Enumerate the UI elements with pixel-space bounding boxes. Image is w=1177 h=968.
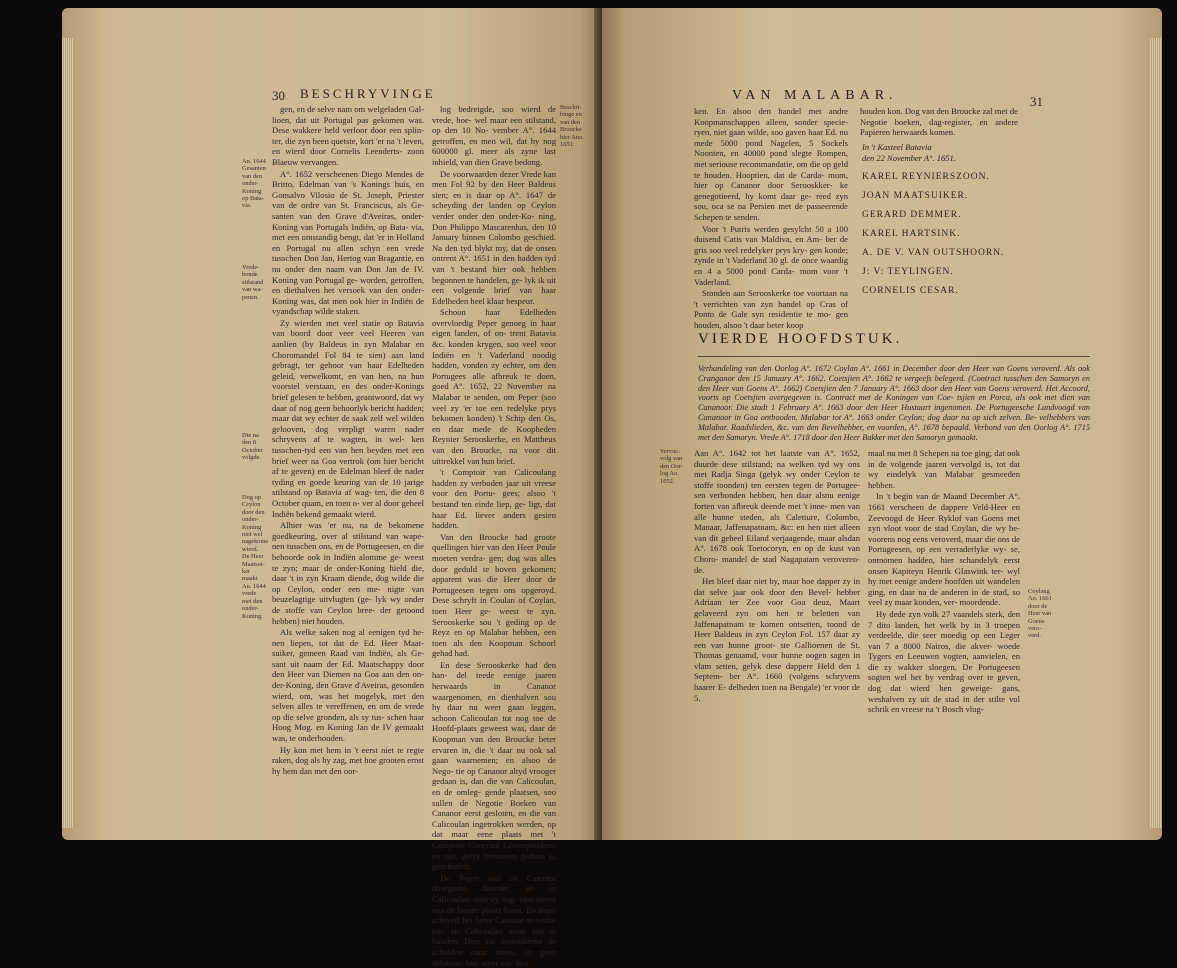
signatory: A. DE V. VAN OUTSHOORN. [862, 248, 1005, 258]
text-column-right-1 [694, 448, 860, 804]
paragraph: Hy kon met hem in 't eerst niet te regte raken, dog als hy zag, met hoe grooten ernst hy hem dan met den oor- [272, 744, 424, 776]
paragraph: A°. 1652 verscheenen Diego Mendes de Britto, Edelman van 's Konings huis, en Gonsalvo Vilosio de St. Joseph, Priester van de ordre van St. Franciscus, als Ge- santen van den Grave d'Aveiras, onder- Koning van Portugals Indiën, op Bata- via, met een omstandig bengt, dat 'er in Holland en Portugal nu allen schyn een vrede tusschen Don Jan, Hertog van Bragantie, en nu onder den naam van Don Jan de IV. Koning van Portugal ge- worden, getroffen, en diethalven het versoek van den onder-Koning was, dat men ook hier in Indiën de vyandschap wilde staken. [272, 168, 424, 317]
signatory: CORNELIS CESAR. [862, 286, 959, 296]
text-column-right-2 [868, 448, 1020, 828]
paragraph: Het bleef daar niet by, maar hoe dapper zy in dat selve jaar ook door den Bevel- hebber Adriaan ter Zee voor Goa deuz, Maart gelaveerd zyn om hen te beletten van Jaffenapatnam te komen ontsetten, toond de Heer Baldeus in zyn Ceylon Fol. 157 daar zy een van hunne groot- ste Gallioenen de St. Thomas genaamd, voor hunne oogen sagen in vlam setten, gelyk dese dappere Held den 1 Septem- ber A°. 1660 (volgens schryvens haarer E- delheden toen na Bengale) 'er voor de 5. [694, 576, 860, 703]
margin-note-left-2: Vrede- bonde stilstand van wa- penen. [242, 264, 264, 301]
text-column-right-top-1 [694, 106, 848, 330]
signatory: J: V: TEYLINGEN. [862, 267, 954, 277]
paragraph: Schoon haar Edelheden overvloedig Peper genoeg in haar eigen landen, of on- trent Batavia &c. konden krygen, soo veel voor Indiën en 't Vaderland noodig hadden, vonden zy echter, om den Portugees alle afbreuk te doen, goed A°. 1652, 22 November na Malabar te senden, om Peper (soo veel zy 'er toe een redelyke prys bekomen konden) 't Schip den Os, en daar mede de Koopheden Reynier Serooskerke, en Mattheus van den Broucke, na voor dit uittrekkel van hun brief. [432, 307, 556, 466]
text-column-left-2 [432, 104, 556, 968]
paragraph: Van den Broucke had groote quellingen hier van den Heer Poule moeten verdra- gen; dog was alles door geduld te boven gekomen; apparent was die Heer door de Portugeesen tegen ons opgeroyd. Dese schryft in Coulan of Coylan, toen Heer ge- weest te zyn. Serooskerke sou 't geding op de Reyz en op Malabar hebben, een toen als den Koopman Schoorl gehad had. [432, 531, 556, 659]
signatory: GERARD DEMMER. [862, 210, 962, 220]
paragraph: Stonden aan Serooskerke toe voortaan na 't verrichten van zyn handel op Cras of Ponto de Gale syn residentie te mo- gen houden, alsoo 't daar beter koop [694, 288, 848, 330]
paragraph: gen, en de selve nam om welgeladen Gal- lioen, dat uit Portugal pas gekomen was. Dese wakkere held verloor door een splin- ter, die zyn been quetste, kort 'er na 't leven, en wierd door Cornelis Leenderts- zoon Blaeuw vervangen. [272, 104, 424, 167]
paragraph: 't Comptoir van Calicoulang hadden zy verboden jaar uit vreese voor den Portu- gees; alsoo 't bestand ten einde liep, ge- ligt, dat haar Ed. liever anders gesien hadden. [432, 467, 556, 531]
paragraph: In 't begin van de Maand December A°. 1661 verscheen de dappere Veld-Heer en Zeevoogd de Heer Ryklof van Goens met zyn vloot voor de stad Coylan, die wy be- voorens nog eens veroverd, maar die ons de Portugeesen, op een verraderlyke wy- se, ontnomen hadden, hier schandelyk eerst onsen Kapiteyn Henrik Glaswink ter- wyl hy met eenige andere hoofden uit wandelen ging, en daar na de anderen in de stad, so veel zy maar konden, ver- moordende. [868, 491, 1020, 608]
paragraph: log bedreigde, soo wierd de vrede, hoe- wel maar een stilstand, op den 10 No- vember A°. 1644 getroffen, en men wil, dat hy nog 600000 gl. meer als zyne last inhield, van dien Grave bedong. [432, 104, 556, 167]
margin-note-left-outer: Beschri- binge en van den Broucke hier Ano. 1651. [560, 104, 584, 149]
page-number-right: 31 [1030, 94, 1043, 109]
text-column-right-top-2 [860, 106, 1018, 140]
chapter-summary [698, 364, 1090, 442]
text-column-left-1 [272, 104, 424, 804]
left-page [62, 8, 602, 968]
right-page [602, 8, 1162, 840]
page-number-left: 30 [272, 88, 285, 103]
paragraph: De voorwaarden dezer Vrede kan men Fol 92 by den Heer Baldeus sien; en is daar op A°. 1647 de scheyding der landen op Ceylon verder onder den onder-Ko- ning, Don Philippo Mascarenhas, den 10 January binnen Colombo geschied. Na den tyd blykt my, dat de onsen ontrent A°. 1651 in den hadden tyd van 't bestand hier ook hebben begonnen te handelen, ge- lyk ik uit een volgende brief van haar Edelheden heel klaar bespeur. [432, 168, 556, 306]
paragraph: Hy dede zyn volk 27 vaandels sterk, den 7 dito landen, het welk by in 3 troepen verdeelde, die seer moedig op een Leger van 7 a 8000 Nairos, die akver- woede Tygers en Leeuwen vogten, aanvielen, en die zy wakker sloegen. De Portugeesen sogten wel het by verdrag over te geven, dog dat wierd hen geweige- gans, weshalven zy uit de stad in der stilte vol schrik en vreese na 't Bosch vlug- [868, 608, 1020, 715]
signatory: KAREL HARTSINK. [862, 229, 961, 239]
signatory: KAREL REYNIERSZOON. [862, 172, 990, 182]
paragraph: Alhier was 'er nu, na de bekomene goedkeuring, over al stilstand van wape- nen tusschen ons, en de Portugeesen, en die behoorde ook in Indiën alomme ge- weest te zyn; maar de onder-Koning hield die, daar 't in zyn Kraam diende, dog wilde die op Ceylon, onder een me- nigte van beuzelagtige uitvlugten (ge- lyk wy onder de stoffe van Ceylon bree- der getoond hebben) niet houden. [272, 520, 424, 626]
open-book [62, 8, 1162, 968]
letter-date: den 22 November A°. 1651. [862, 153, 956, 163]
margin-note-right-outer: Coylang Ao. 1661 door de Heer van Goens vero- verd. [1028, 588, 1052, 640]
margin-note-left-1: An. 1644 Gesanten van den onder- Koning op Bata- via. [242, 158, 266, 210]
paragraph: De Peper viel in Cananor doorgaans duurder, als in Calicoulan, daar zy nog- tans meest van de laatste plaats komt. En alsoo schryvd het beter Cananor te verla- ten, en Calicoulan maar aan te houden. Dies zal Serooskerke de schulden maar innen, en geen debiteurs hier meer ma- ken. [432, 872, 556, 968]
chapter-summary-text: Verhandeling van den Oorlog A°. 1672 Coylan A°. 1661 in December door den Heer van Goens veroverd. Als ook Cranganor den 15 January A°. 1662. Coetsjien A°. 1662 te vergeefs belegerd. (Contract tusschen den Samoryn en den Heer van Goens A°. 1662) Coetsjien den 7 January A°. 1663 door den Heer van Goens veroverd. Het Accoord, voorts op Coetsjien overgegeven is. Contract met de Koningen van Coe- tsjien en Porca, als ook met dien van Cananoor. Die stadt 1 February A°. 1663 door den Heer Hustaart ingenomen. De Portugeesche Landvoogd van Cananoor in Goa ontbooden. Malabar tot A°. 1663 onder Ceylon; dog daar na op sich zelven. Be- velhebbers van Malabar. Raadslieden, &c. van den Bevelhebber, en voorden, A°. 1678 bepaald. Verbond van den Oorlog A°. 1715 met den Samoryn. Vrede A°. 1718 door den Heer Bakker met den Samoryn gemaakt. [698, 364, 1090, 442]
margin-note-left-4: Dog op Ceylon door den onder- Koning niet wel nagekome wierd. De Heer Maatsui- ker maakt An. 1644 vrede met den onder- Koning. [242, 494, 269, 620]
running-head-left: BESCHRYVINGE [300, 86, 436, 101]
paragraph: Voor 't Putris werden gesylcht 50 a 100 duisend Catis van Maldiva, en Am- ber de gris soo veel redelyker prys kry- gen konde; zynde in 't Vaderland 30 gl. de once waardig en 4 a 5000 pond Carda- mom voor 't Vaderland. [694, 223, 848, 287]
signatory: JOAN MAATSUIKER. [862, 191, 969, 201]
paragraph: ken. En alsoo den handel met andre Koopmanschappen alleen, sonder specie- ryen, niet gaan wilde, soo gaven haar Ed. nu mede 5000 pond Nagelen, 5 Sockels Noonten, en 40000 pond slegte Rompen, met seriouse recommandatie, om die op geld te houden. Hooptien, dat de Carda- mom, hier op Cananor door Serooskker- ke genegotieerd, hy komt daar ge- reed zyn sou, oca se na Persien met de passeerende Schepen te senden. [694, 106, 848, 222]
running-head-right: VAN MALABAR. [732, 88, 898, 103]
page-edge-right [1150, 38, 1162, 828]
paragraph: Aan A°. 1642 tot het laatste van A°. 1652, duurde dese stilstand; na welken tyd wy ons met Radja Singa (gelyk wy onder Ceylon te stoffe toonden) ten eersten tegen de Portugee- sen verbonden hebben, hen daar alsnu eenige forten van afbreuk deende met 't inne- men van alle hunne steden, als Caletture, Colombo, Manaar, Jaffenapatnam, &c: en hen niet alleen van dit geheel Eiland verjaagende, maar alsdan A°. 1678 ook Toetocoryn, en op de kust van Choro- mandel de stad Nagapatam veroveren- de. [694, 448, 860, 575]
paragraph: maal nu met 8 Schepen na toe ging; dat ook in de volgende jaaren vervolgd is, tot dat wy eindelyk van Malabar gesmeeden hebben. [868, 448, 1020, 490]
margin-note-left-3: Die na den 8 October volgde. [242, 432, 263, 462]
paragraph: Zy wierden met veel statie op Batavia van boord door veer veel Heeren van aanlien (by Baldeus in zyn Malabar en Choromandel Fol 84 te sien) aan land gebragt, ter gehoor van haar Edelheden geleid, verwelkomt, en van hen, na hun voorstel verstaan, en des onder-Konings brief gelesen te hebben, geantwoord, dat wy daar of nog geen behoorlyk bericht hadden; maar dat wy echter de saak zelf wel wilden gelooven, dog verpligt waren nader schryvens af te wagten, in wel- ken tusschen-tyd een van hen beyden met een brief weer na Goa vertrok (om hier bericht af te geven) en de Edelman bleef de nader tyding en goede keuring van de 10 jarige stilstand op Batavia af wag- ten, die den 8 October quam, en toen o- ver al door geheel Indiën bekend gemaakt wierd. [272, 317, 424, 519]
page-edge-left [62, 38, 74, 828]
letter-location: In 't Kasteel Batavia [862, 142, 932, 152]
paragraph: En dese Serooskerke had den han- del teede eenige jaaren herwaards in Cananor waargenomen, en dienhalven sou hy daar nu weer gaan leggen, schoon Calicoulan tot nog toe de Hoofd-plaats geweest was, daar de Koopman van den Broucke beter ervaren in, die 't daar nu ook sal gaan waarnemen; en alsoo de Nego- tie op Cananor altyd vrooger gedaan is, dan die van Calicoulan, en de omleg- gende plaatsen, soo sullen de Negotie Boeken van Cananor eerst gesloten, en die van Calicoulan ingetrokken werden, op dat maar eene plaats met 't Comptoir Generaal Correspondere, en niet, gelyk hetvorens gedaan is, geschied is. [432, 659, 556, 872]
paragraph: houden kon. Dog van den Broucke zal met de Negotie boeken, dag-register, en andere Papieren herwaards komen. [860, 106, 1018, 138]
margin-note-right-inner: Vervuc- volg van den Oor- log Ao. 1652. [660, 448, 683, 485]
chapter-title: VIERDE HOOFDSTUK. [698, 331, 903, 347]
chapter-rule [698, 356, 1090, 357]
paragraph: Als welke saken nog al eenigen tyd he- nen liepen, tot dat de Ed. Heer Maat- suiker, gemeen Raad van Indiën, als Ge- sant uit naam der Ed. Maatschappy door den Heer van Diemen na Goa aan den on- der-Koning, den Grave d'Aveiras, gesonden wierd, om, was het mogelyk, met den selven alles te vereffenen, en om de vrede op die selve gronden, als sy tus- schen haar Hoog Mog. en Koning Jan de IV gemaakt was, te onderhouden. [272, 627, 424, 744]
